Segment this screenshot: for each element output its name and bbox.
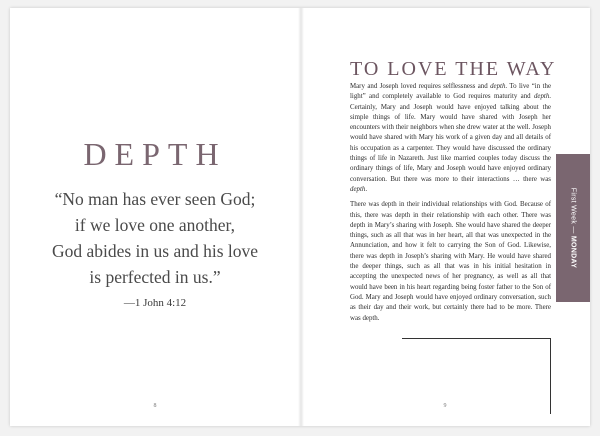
scripture-citation: —1 John 4:12 [123,297,187,309]
text-run: . Certainly, Mary and Joseph would have enjoyed talking about the simple things of life. Mary would have shared with Joseph her encounters with their neighbors when she drew water at the well. Joseph would have shared with Mary his work of a given day and all details of his occupation as a carpenter. They would have discussed the ordinary things of life in Nazareth. Just like married couples today discuss the ordinary things of life, Mary and Joseph would have enjoyed ordinary conversation. But there was more to their interactions … there was [350,93,551,183]
text-run: . [365,185,368,193]
book-spread [10,8,590,426]
page-number-right: 9 [443,403,447,409]
scripture-quote [44,186,266,290]
day-tab-label [570,188,577,268]
page-title: DEPTH [83,136,227,172]
body-text [350,82,551,329]
italic-run: depth [490,83,506,90]
right-page [300,8,590,426]
body-paragraph [350,82,551,195]
text-run: There was depth in their individual relationships with God. Because of this, there was depth in their relationship with each other. There was depth in Mary’s sharing with Joseph. She would have shared the deeper things, such as all that was in her heart, all that was unexpected in the Annunciation, and how it felt to carrying the Son of God. Likewise, there was depth in Joseph’s sharing with Mary. He would have shared the deeper things, such as all that was in his initial hesitation in accepting the unexpected news of her pregnancy, as well as all that would have been in his heart regarding being foster father to the Son of God. Mary and Joseph would have enjoyed ordinary conversation, such as their day and their work, but certainly there had to be more. There was depth. [350,201,551,322]
day-tab [556,154,590,302]
tab-day: MONDAY [569,235,577,269]
body-paragraph [350,200,551,324]
section-title: TO LOVE THE WAY [350,58,557,80]
tab-week: First Week [569,187,577,225]
text-run: Mary and Joseph loved requires selflessness and [350,83,491,90]
italic-run: depth [350,185,366,193]
quote-line: God abides in us and his love [51,241,259,261]
end-rule-horizontal [402,338,550,339]
quote-line: if we love one another, [74,215,236,235]
tab-separator: — [569,224,577,236]
quote-line: is perfected in us.” [89,267,221,287]
quote-line: “No man has ever seen God; [54,189,256,209]
left-page [10,8,300,426]
text-run: . To live “in the light” and completely available to God requires maturity and [350,83,551,101]
italic-run: depth [533,93,550,101]
page-number-left: 8 [153,403,157,409]
